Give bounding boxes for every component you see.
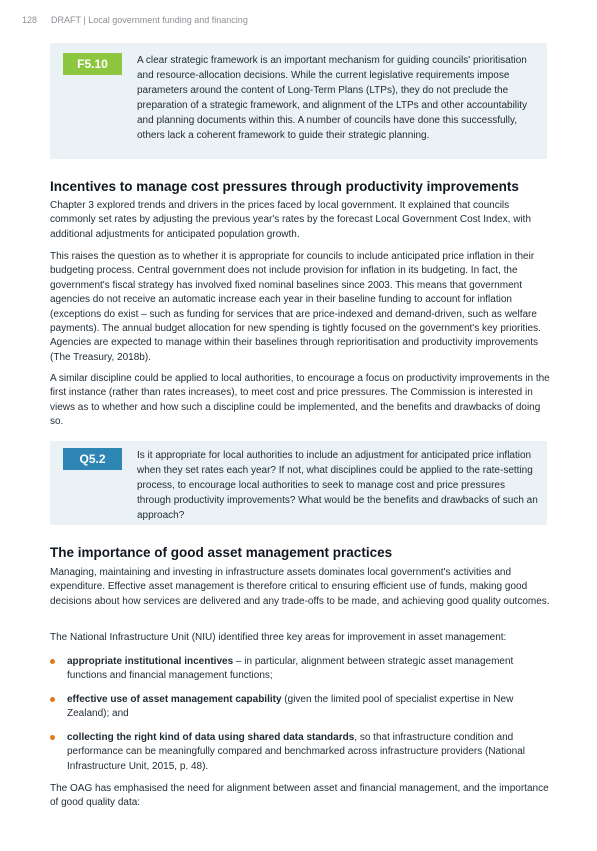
bullet-icon — [50, 735, 55, 740]
list-item-text: (given the limited pool of specialist expertise in New Zealand); and — [67, 694, 514, 720]
page-number: 128 — [22, 15, 38, 25]
finding-text: A clear strategic framework is an important mechanism for guiding councils' prioritisation and resource-allocation decisions. While the current legislative requirements impose parameters around the content of Long-Term Plans (LTPs), they do not preclude the preparation of a strategic framework, and alignment of the LTPs and other accountability and planning documents within this. A number of councils have done this successfully, others lack a coherent framework to guide their strategic planning. — [137, 55, 528, 142]
running-title: DRAFT | Local government funding and financing — [51, 15, 248, 25]
paragraph: The OAG has emphasised the need for alignment between asset and financial management, and the importance of good quality data: — [50, 783, 549, 809]
list-item-emphasis: collecting the right kind of data using shared data standards — [67, 732, 355, 743]
list-item-emphasis: appropriate institutional incentives — [67, 656, 234, 667]
section-heading-asset-management: The importance of good asset management practices — [50, 545, 393, 560]
bullet-icon — [50, 697, 55, 702]
question-badge: Q5.2 — [63, 448, 122, 470]
question-text: Is it appropriate for local authorities to include an adjustment for anticipated price inflation when they set rates each year? If not, what disciplines could be applied to the rate-setting process, to encourage local authorities to seek to manage cost and price pressures through productivity improvements? What would be the benefits and drawbacks of such an approach? — [137, 450, 538, 522]
finding-badge: F5.10 — [63, 53, 122, 75]
paragraph: Chapter 3 explored trends and drivers in the prices faced by local government. It explained that councils commonly set rates by adjusting the previous year's rates by the forecast Local Government Cost Index, with additional adjustments for anticipated population growth. — [50, 200, 532, 240]
paragraph: A similar discipline could be applied to local authorities, to encourage a focus on productivity improvements in the first instance (rather than rates increases), to meet cost and price pressures. The Commission is interested in views as to whether and how such a discipline could be implemented, and the benefits and drawbacks of doing so. — [50, 373, 550, 428]
list-item-text: – in particular, alignment between strategic asset management functions and financial management functions; — [67, 656, 514, 682]
paragraph: Managing, maintaining and investing in infrastructure assets dominates local government's activities and expenditure. Effective asset management is therefore critical to ensuring efficient use of funds, making good decisions about how services are delivered and any trade-offs to be made, and achieving good quality outcomes. — [50, 567, 550, 607]
page-header — [22, 15, 248, 25]
bullet-icon — [50, 659, 55, 664]
question-box — [50, 441, 547, 525]
paragraph: This raises the question as to whether it is appropriate for councils to include anticipated price inflation in their budgeting process. Central government does not include provision for inflation in its budgeting. In fact, the government's fiscal strategy has involved fixed nominal baselines since 2003. This means that government agencies do not receive an automatic increase each year in their baseline funding to account for inflation (exceptions do exist – such as funding for services that are price-indexed and demand-driven, such as welfare payments). The annual budget allocation for new spending is tightly focused on the government's key priorities. Agencies are expected to manage within their baselines through reprioritisation and productivity improvements (The Treasury, 2018b). — [50, 251, 541, 363]
list-item-emphasis: effective use of asset management capability — [67, 694, 282, 705]
list-item-text: , so that infrastructure condition and performance can be meaningfully compared and benchmarked across infrastructure providers (National Infrastructure Unit, 2015, p. 48). — [67, 732, 526, 772]
finding-box — [50, 43, 547, 159]
section-heading-productivity: Incentives to manage cost pressures through productivity improvements — [50, 179, 519, 194]
paragraph: The National Infrastructure Unit (NIU) identified three key areas for improvement in asset management: — [50, 632, 507, 643]
